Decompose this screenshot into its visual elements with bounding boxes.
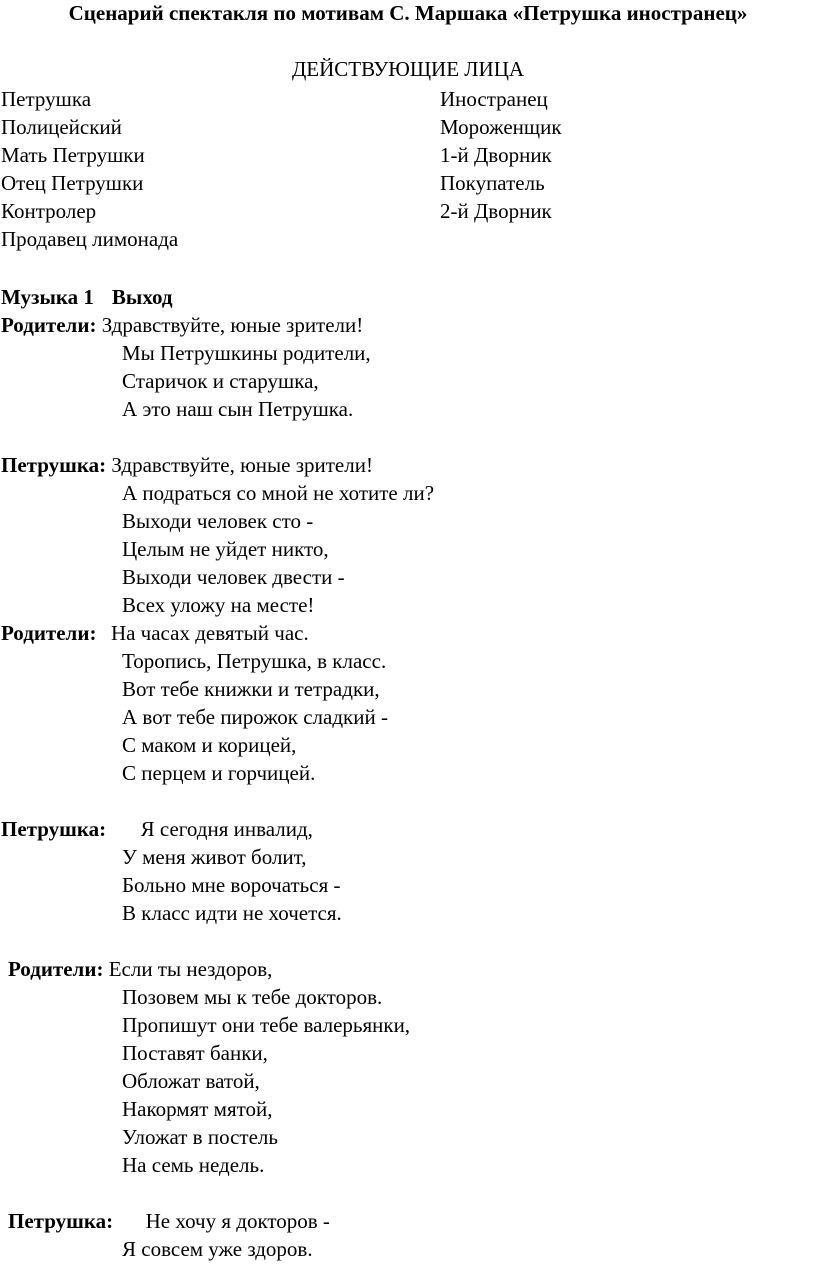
music-action: Выход <box>111 285 173 309</box>
cast-row <box>1 141 801 169</box>
cast-name: 2-й Дворник <box>440 199 552 223</box>
cast-row <box>1 225 801 253</box>
speech-text: Здравствуйте, юные зрители! <box>101 313 364 337</box>
speech-line: Выходи человек двести - <box>122 565 345 589</box>
cast-name: Иностранец <box>440 87 548 111</box>
cast-name: Контролер <box>1 199 97 223</box>
speech-line: Вот тебе книжки и тетрадки, <box>122 677 380 701</box>
speech-line: Больно мне ворочаться - <box>122 873 341 897</box>
speech-first-line <box>8 955 272 983</box>
speech-line: Позовем мы к тебе докторов. <box>122 985 383 1009</box>
speech-line: У меня живот болит, <box>122 845 307 869</box>
speech-line: А это наш сын Петрушка. <box>122 397 354 421</box>
speech-line: А вот тебе пирожок сладкий - <box>122 705 388 729</box>
music-cue <box>1 283 173 311</box>
speech-line: Торопись, Петрушка, в класс. <box>122 649 387 673</box>
speech-line: Пропишут они тебе валерьянки, <box>122 1013 411 1037</box>
speech-first-line <box>1 619 309 647</box>
speech-line: Поставят банки, <box>122 1041 268 1065</box>
speech-line: Я совсем уже здоров. <box>122 1237 313 1261</box>
speaker-name: Петрушка: <box>8 1209 114 1233</box>
cast-name: Покупатель <box>440 171 545 195</box>
speech-line: А подраться со мной не хотите ли? <box>122 481 435 505</box>
speech-line: С перцем и горчицей. <box>122 761 316 785</box>
cast-name: Отец Петрушки <box>1 171 144 195</box>
speech-first-line <box>1 815 313 843</box>
speech-first-line <box>8 1207 330 1235</box>
speech-text: На часах девятый час. <box>110 621 309 645</box>
document-title: Сценарий спектакля по мотивам С. Маршака «Петрушка иностранец» <box>68 1 748 25</box>
speaker-name: Родители: <box>8 957 104 981</box>
speaker-name: Родители: <box>1 313 97 337</box>
cast-list <box>1 85 801 253</box>
speech-line: Обложат ватой, <box>122 1069 260 1093</box>
cast-name: Мать Петрушки <box>1 143 145 167</box>
speech-line: Мы Петрушкины родители, <box>122 341 371 365</box>
speech-line: Уложат в постель <box>122 1125 278 1149</box>
cast-row <box>1 113 801 141</box>
speech-text: Я сегодня инвалид, <box>140 817 313 841</box>
music-label: Музыка 1 <box>1 285 94 309</box>
speech-line: С маком и корицей, <box>122 733 297 757</box>
speech-text: Здравствуйте, юные зрители! <box>111 453 373 477</box>
speech-line: Накормят мятой, <box>122 1097 273 1121</box>
speaker-name: Петрушка: <box>1 817 107 841</box>
speech-line: На семь недель. <box>122 1153 265 1177</box>
cast-row <box>1 169 801 197</box>
speech-text: Если ты нездоров, <box>108 957 273 981</box>
cast-name: Полицейский <box>1 115 122 139</box>
speech-text: Не хочу я докторов - <box>145 1209 330 1233</box>
cast-heading <box>0 57 816 82</box>
cast-row <box>1 197 801 225</box>
cast-name: Петрушка <box>1 87 92 111</box>
cast-name: Мороженщик <box>440 115 562 139</box>
speaker-name: Петрушка: <box>1 453 107 477</box>
speech-line: Целым не уйдет никто, <box>122 537 329 561</box>
cast-row <box>1 85 801 113</box>
speaker-name: Родители: <box>1 621 97 645</box>
speech-line: В класс идти не хочется. <box>122 901 342 925</box>
speech-line: Старичок и старушка, <box>122 369 319 393</box>
cast-name: Продавец лимонада <box>1 227 179 251</box>
cast-name: 1-й Дворник <box>440 143 552 167</box>
speech-first-line <box>1 451 373 479</box>
cast-heading-text: ДЕЙСТВУЮЩИЕ ЛИЦА <box>291 57 525 81</box>
speech-line: Всех уложу на месте! <box>122 593 315 617</box>
speech-first-line <box>1 311 363 339</box>
speech-line: Выходи человек сто - <box>122 509 314 533</box>
